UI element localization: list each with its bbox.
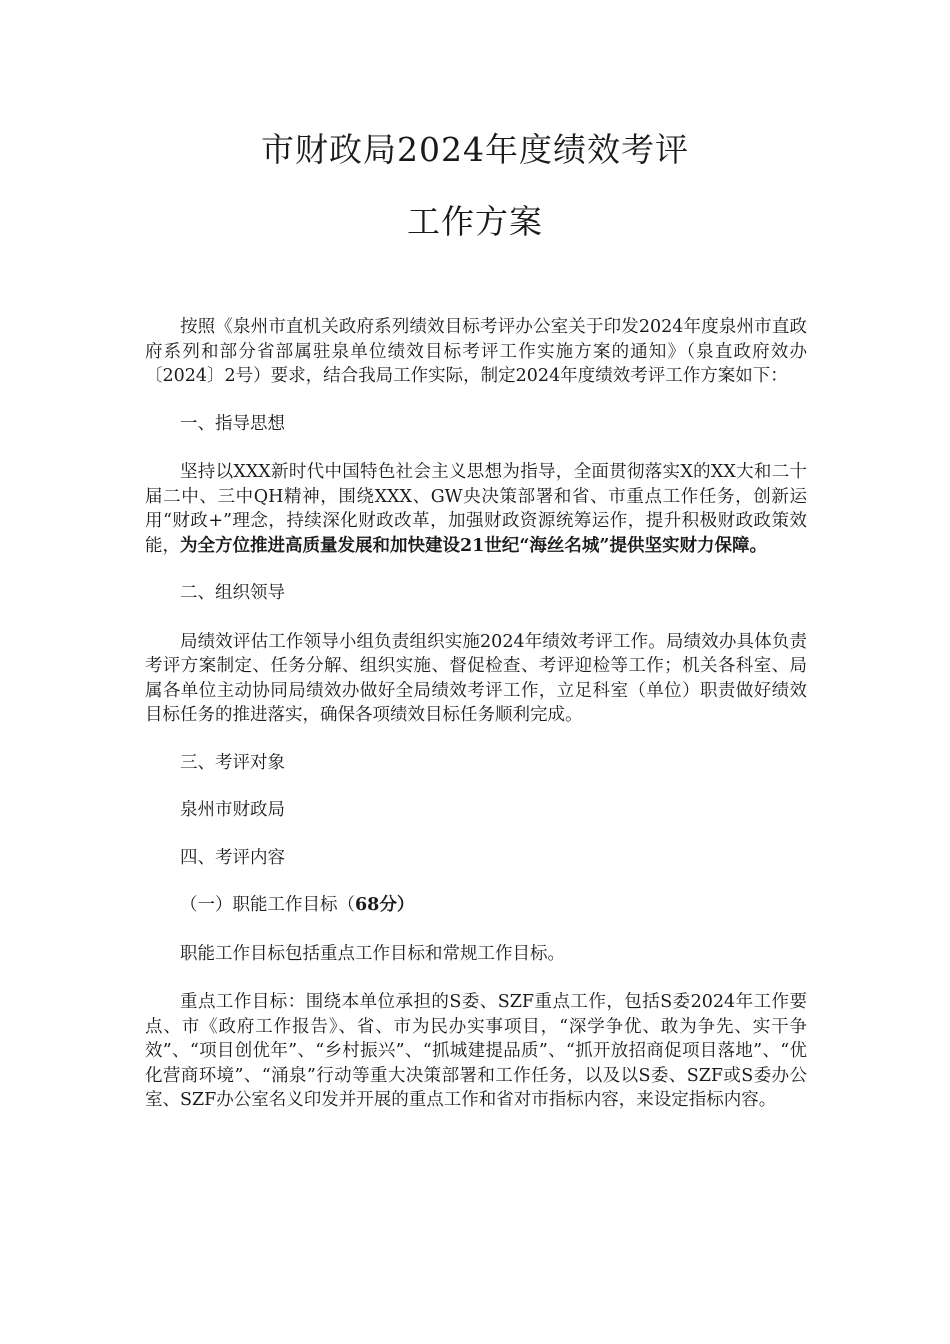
section-heading-guiding-thought: 一、指导思想: [180, 413, 285, 434]
document-title-line-2: 工作方案: [407, 202, 543, 241]
document-body: [145, 315, 807, 1113]
guiding-thought-text-part-1: 坚持以XXX新时代中国特色社会主义思想为指导，全面贯彻落实X的XX大和二十届二中、三中QH精神，围绕XXX、GW央决策部署和省、市重点工作任务，创新运用“财政+”理念，持续深化财政改革，加强财政资源统筹运作，提升积极财政政策效能，: [145, 462, 807, 556]
guiding-thought-text-part-2: 为全方位推进高质量发展和加快建设21世纪“海丝名城”提供坚实财力保障。: [180, 535, 767, 556]
section-heading-evaluation-target: 三、考评对象: [180, 752, 285, 773]
functional-goals-heading-part-2: 68分）: [355, 895, 415, 915]
evaluation-target-text: 泉州市财政局: [180, 800, 285, 820]
functional-goals-paragraph: 职能工作目标包括重点工作目标和常规工作目标。: [180, 943, 565, 964]
organization-paragraph: 局绩效评估工作领导小组负责组织实施2024年绩效考评工作。局绩效办具体负责考评方案制定、任务分解、组织实施、督促检查、考评迎检等工作；机关各科室、局属各单位主动协同局绩效办做好全局绩效考评工作，立足科室（单位）职责做好绩效目标任务的推进落实，确保各项绩效目标任务顺利完成。: [145, 631, 807, 725]
intro-paragraph: 按照《泉州市直机关政府系列绩效目标考评办公室关于印发2024年度泉州市直政府系列和部分省部属驻泉单位绩效目标考评工作实施方案的通知》（泉直政府效办〔2024〕2号）要求，结合我局工作实际，制定2024年度绩效考评工作方案如下：: [145, 317, 807, 386]
functional-goals-heading-part-1: （一）职能工作目标（: [180, 895, 355, 915]
section-heading-organization: 二、组织领导: [180, 583, 285, 603]
section-heading-evaluation-content: 四、考评内容: [180, 847, 285, 868]
key-goals-paragraph: 重点工作目标：围绕本单位承担的S委、SZF重点工作，包括S委2024年工作要点、市《政府工作报告》、省、市为民办实事项目，“深学争优、敢为争先、实干争效”、“项目创优年”、“乡村振兴”、“抓城建提品质”、“抓开放招商促项目落地”、“优化营商环境”、“涌泉”行动等重大决策部署和工作任务，以及以S委、SZF或S委办公室、SZF办公室名义印发并开展的重点工作和省对市指标内容，来设定指标内容。: [145, 992, 807, 1110]
subsection-heading-functional-goals: [145, 893, 807, 918]
document-title-line-1: 市财政局2024年度绩效考评: [261, 130, 689, 169]
guiding-thought-paragraph: [145, 460, 807, 558]
